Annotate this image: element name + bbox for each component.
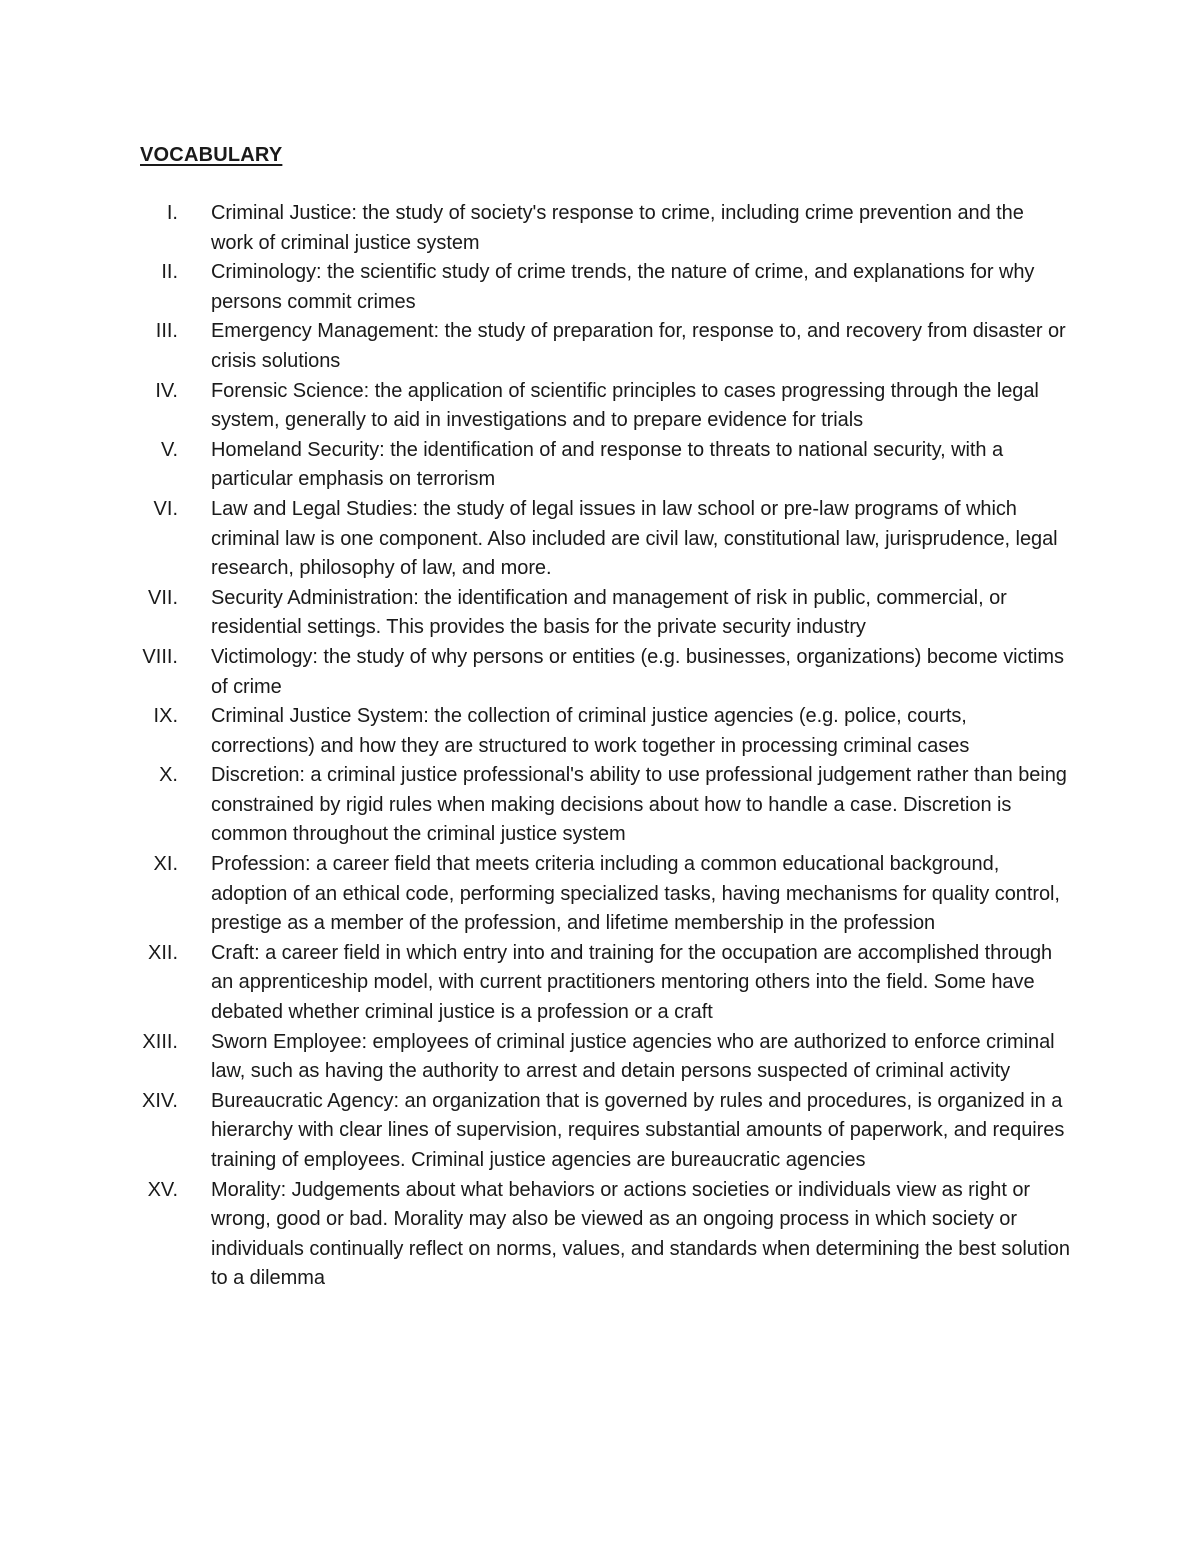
list-numeral: IX. <box>153 705 178 728</box>
definition-text: Emergency Management: the study of preparation for, response to, and recovery from disaster or crisis solutions <box>211 320 1066 372</box>
list-numeral: XIV. <box>142 1089 178 1112</box>
definition-text: Profession: a career field that meets criteria including a common educational background, adoption of an ethical code, performing specialized tasks, having mechanisms for quality control, prestige as a member of the profession, and lifetime membership in the profession <box>211 853 1060 935</box>
list-item <box>0 1176 1200 1294</box>
list-item <box>0 702 1200 761</box>
definition-text: Forensic Science: the application of scientific principles to cases progressing through the legal system, generally to aid in investigations and to prepare evidence for trials <box>211 379 1039 432</box>
list-numeral: XV. <box>147 1178 178 1201</box>
definition-text: Sworn Employee: employees of criminal justice agencies who are authorized to enforce criminal law, such as having the authority to arrest and detain persons suspected of criminal activity <box>211 1030 1055 1083</box>
list-numeral: VIII. <box>142 645 178 668</box>
list-numeral: II. <box>161 261 178 284</box>
list-item <box>0 495 1200 584</box>
list-numeral: V. <box>160 438 178 461</box>
list-item <box>0 584 1200 643</box>
list-item <box>0 939 1200 1028</box>
list-item <box>0 258 1200 317</box>
definition-text: Homeland Security: the identification of and response to threats to national security, with a particular emphasis on terrorism <box>211 438 1004 491</box>
list-numeral: XI. <box>153 853 178 876</box>
definition-text: Security Administration: the identification and management of risk in public, commercial, or residential settings. This provides the basis for the private security industry <box>211 586 1007 639</box>
vocabulary-list <box>0 199 1200 1294</box>
list-numeral: XII. <box>147 941 178 964</box>
definition-text: Discretion: a criminal justice professional's ability to use professional judgement rather than being constrained by rigid rules when making decisions about how to handle a case. Discretion is common throughout the criminal justice system <box>211 764 1067 846</box>
list-numeral: IV. <box>155 379 178 402</box>
list-item <box>0 199 1200 258</box>
list-numeral: XIII. <box>142 1030 178 1053</box>
definition-text: Morality: Judgements about what behaviors or actions societies or individuals view as right or wrong, good or bad. Morality may also be viewed as an ongoing process in which society or individuals continually reflect on norms, values, and standards when determining the best solution to a dilemma <box>211 1178 1070 1290</box>
definition-text: Victimology: the study of why persons or entities (e.g. businesses, organizations) become victims of crime <box>211 645 1064 698</box>
list-item <box>0 317 1200 376</box>
list-item <box>0 377 1200 436</box>
definition-text: Criminology: the scientific study of crime trends, the nature of crime, and explanations for why persons commit crimes <box>211 261 1035 313</box>
list-item <box>0 436 1200 495</box>
list-item <box>0 761 1200 850</box>
list-item <box>0 1028 1200 1087</box>
definition-text: Craft: a career field in which entry into and training for the occupation are accomplished through an apprenticeship model, with current practitioners mentoring others into the field. Some have debated whether criminal justice is a profession or a craft <box>211 941 1053 1024</box>
list-numeral: VI. <box>153 497 178 520</box>
definition-text: Bureaucratic Agency: an organization that is governed by rules and procedures, is organized in a hierarchy with clear lines of supervision, requires substantial amounts of paperwork, and requires training of employees. Criminal justice agencies are bureaucratic agencies <box>211 1089 1065 1171</box>
definition-text: Criminal Justice: the study of society's response to crime, including crime prevention and the work of criminal justice system <box>211 202 1024 254</box>
list-item <box>0 850 1200 939</box>
list-numeral: I. <box>166 202 178 224</box>
list-numeral: X. <box>159 764 178 787</box>
page-title: VOCABULARY <box>140 144 283 166</box>
definition-text: Criminal Justice System: the collection of criminal justice agencies (e.g. police, courts, corrections) and how they are structured to work together in processing criminal cases <box>211 705 970 757</box>
list-item <box>0 1087 1200 1176</box>
list-item <box>0 643 1200 702</box>
definition-text: Law and Legal Studies: the study of legal issues in law school or pre-law programs of which criminal law is one component. Also included are civil law, constitutional law, jurisprudence, legal research, philosophy of law, and more. <box>211 497 1058 580</box>
list-numeral: VII. <box>147 586 178 609</box>
list-numeral: III. <box>155 320 178 343</box>
